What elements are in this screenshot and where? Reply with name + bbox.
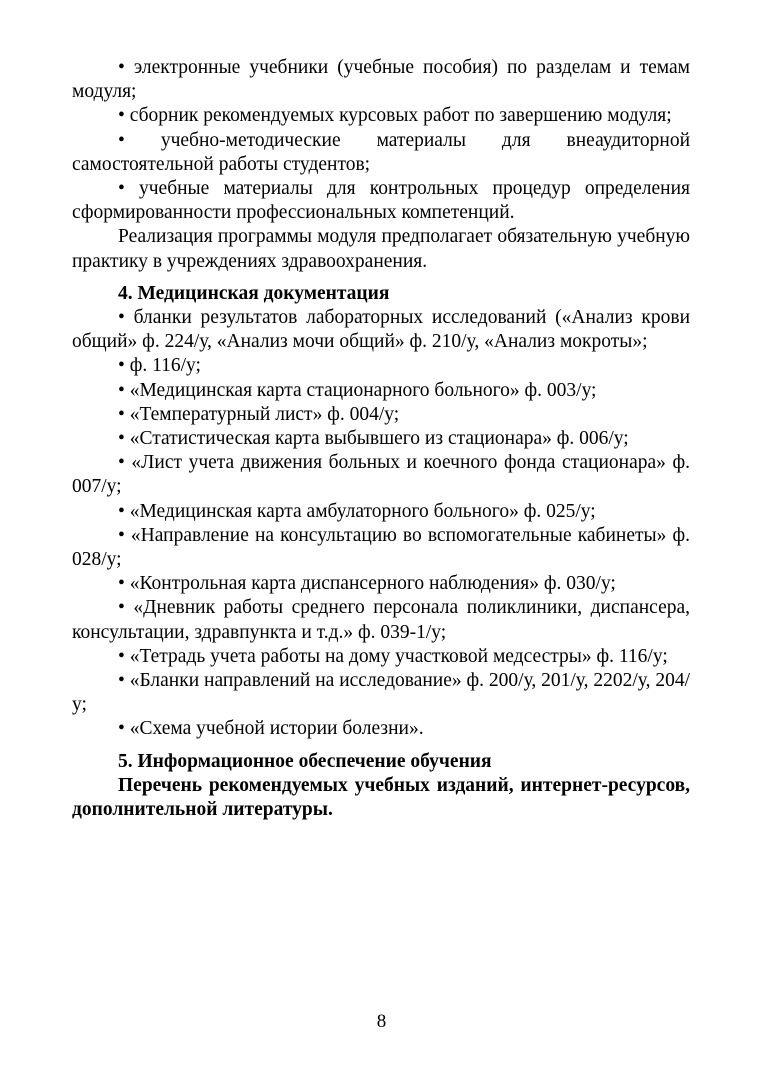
list-item: • «Направление на консультацию во вспомогательные кабинеты» ф. 028/у; [72, 524, 690, 572]
list-item: • бланки результатов лабораторных исследований («Анализ крови общий» ф. 224/у, «Анализ мочи общий» ф. 210/у, «Анализ мокроты»; [72, 306, 690, 354]
list-item: • электронные учебники (учебные пособия) по разделам и темам модуля; [72, 56, 690, 104]
practice-note: Реализация программы модуля предполагает обязательную учебную практику в учреждениях здравоохранения. [72, 226, 690, 272]
list-item: • учебные материалы для контрольных процедур определения сформированности профессиональных компетенций. [72, 177, 690, 225]
document-page [72, 56, 690, 822]
list-item: • «Лист учета движения больных и коечного фонда стационара» ф. 007/у; [72, 451, 690, 499]
list-item: • «Дневник работы среднего персонала поликлиники, диспансера, консультации, здравпункта и т.д.» ф. 039-1/у; [72, 596, 690, 644]
list-item: • ф. 116/у; [72, 354, 690, 378]
list-item: • «Медицинская карта амбулаторного больного» ф. 025/у; [72, 500, 690, 524]
list-item: • «Статистическая карта выбывшего из стационара» ф. 006/у; [72, 427, 690, 451]
page-number: 8 [376, 1011, 387, 1032]
section-5-heading: 5. Информационное обеспечение обучения [118, 750, 492, 772]
list-item: • «Схема учебной истории болезни». [72, 717, 690, 741]
section-5-subheading: Перечень рекомендуемых учебных изданий, интернет-ресурсов, дополнительной литературы. [72, 774, 690, 821]
section-4-heading: 4. Медицинская документация [118, 282, 390, 304]
list-item: • сборник рекомендуемых курсовых работ по завершению модуля; [72, 104, 690, 128]
list-item: • «Медицинская карта стационарного больного» ф. 003/у; [72, 379, 690, 403]
list-item: • «Бланки направлений на исследование» ф. 200/у, 201/у, 2202/у, 204/у; [72, 669, 690, 717]
list-item: • учебно-методические материалы для внеаудиторной самостоятельной работы студентов; [72, 129, 690, 177]
list-item: • «Тетрадь учета работы на дому участковой медсестры» ф. 116/у; [72, 645, 690, 669]
list-item: • «Температурный лист» ф. 004/у; [72, 403, 690, 427]
list-item: • «Контрольная карта диспансерного наблюдения» ф. 030/у; [72, 572, 690, 596]
